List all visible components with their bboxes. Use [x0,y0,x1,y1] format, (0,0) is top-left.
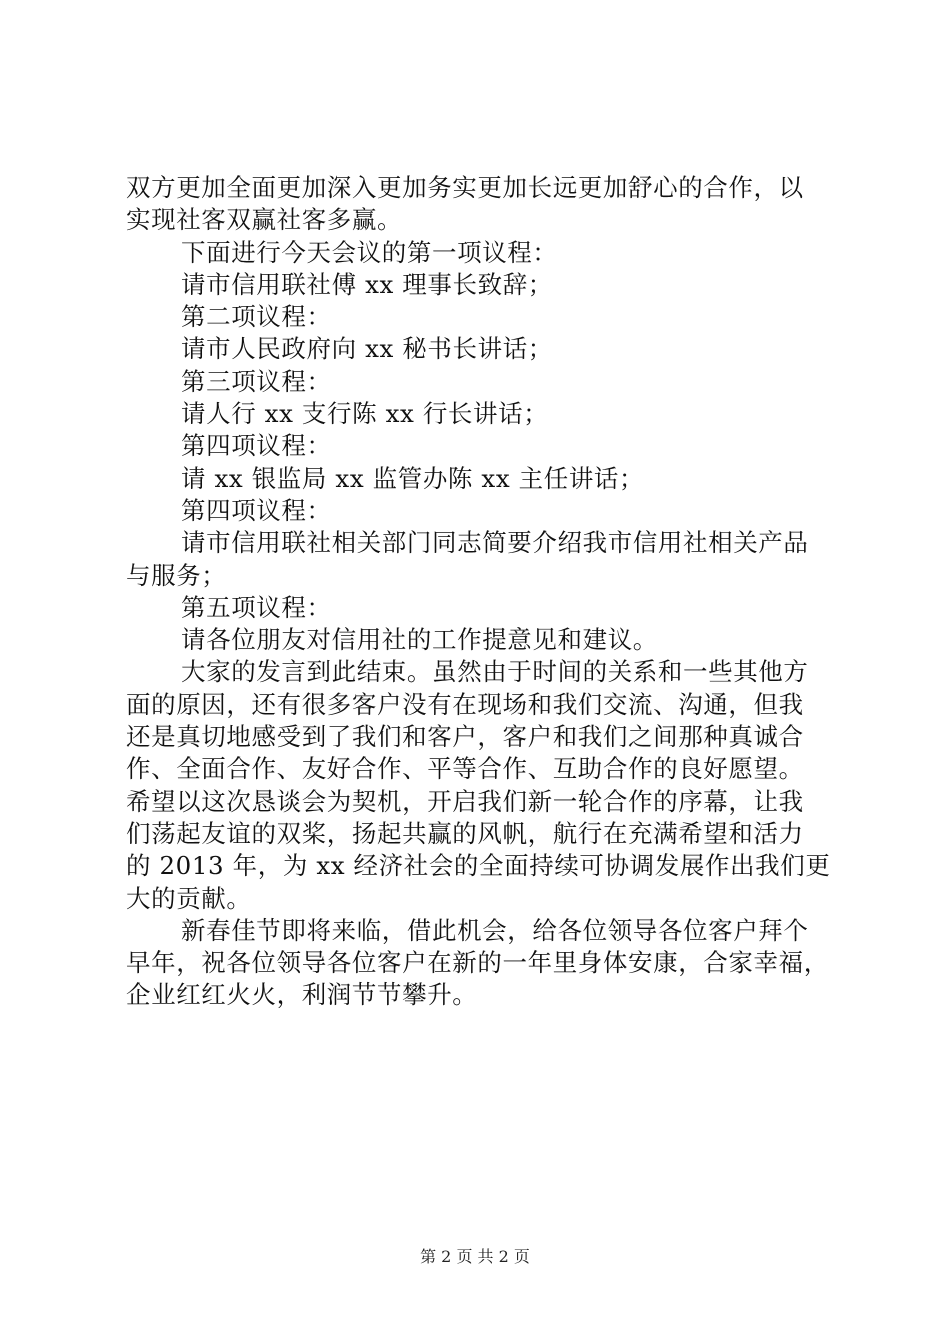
text-line: 企业红红火火，利润节节攀升。 [126,980,478,1010]
text-line: 请 xx 银监局 xx 监管办陈 xx 主任讲话； [181,463,645,493]
text-line: 请市人民政府向 xx 秘书长讲话； [181,334,553,364]
text-line: 请市信用联社傅 xx 理事长致辞； [181,269,553,299]
text-line: 新春佳节即将来临，借此机会，给各位领导各位客户拜个 [181,915,809,945]
text-line: 第二项议程： [181,302,332,332]
page-footer: 第 2 页 共 2 页 [420,1247,530,1266]
text-line: 早年，祝各位领导各位客户在新的一年里身体安康，合家幸福， [126,948,829,978]
text-line: 请市信用联社相关部门同志简要介绍我市信用社相关产品 [181,528,809,558]
text-line: 希望以这次恳谈会为契机，开启我们新一轮合作的序幕，让我 [126,786,804,816]
document-body [126,172,842,1012]
text-line: 面的原因，还有很多客户没有在现场和我们交流、沟通，但我 [126,689,804,719]
text-line: 请各位朋友对信用社的工作提意见和建议。 [181,625,658,655]
text-line: 第五项议程： [181,592,332,622]
text-line: 实现社客双赢社客多赢。 [126,205,403,235]
text-line: 请人行 xx 支行陈 xx 行长讲话； [181,399,549,429]
text-line: 第四项议程： [181,495,332,525]
text-line: 与服务； [126,560,227,590]
text-line: 双方更加全面更加深入更加务实更加长远更加舒心的合作，以 [126,173,804,202]
text-line: 第三项议程： [181,366,332,396]
text-line: 第四项议程： [181,431,332,461]
text-line: 们荡起友谊的双桨，扬起共赢的风帆，航行在充满希望和活力 [126,818,804,848]
text-line: 作、全面合作、友好合作、平等合作、互助合作的良好愿望。 [126,754,804,784]
text-line: 下面进行今天会议的第一项议程： [181,237,558,267]
text-line: 还是真切地感受到了我们和客户，客户和我们之间那种真诚合 [126,722,804,752]
text-line: 大的贡献。 [126,883,252,913]
text-line: 大家的发言到此结束。虽然由于时间的关系和一些其他方 [181,657,809,687]
text-line: 的 2013 年，为 xx 经济社会的全面持续可协调发展作出我们更 [126,851,831,881]
